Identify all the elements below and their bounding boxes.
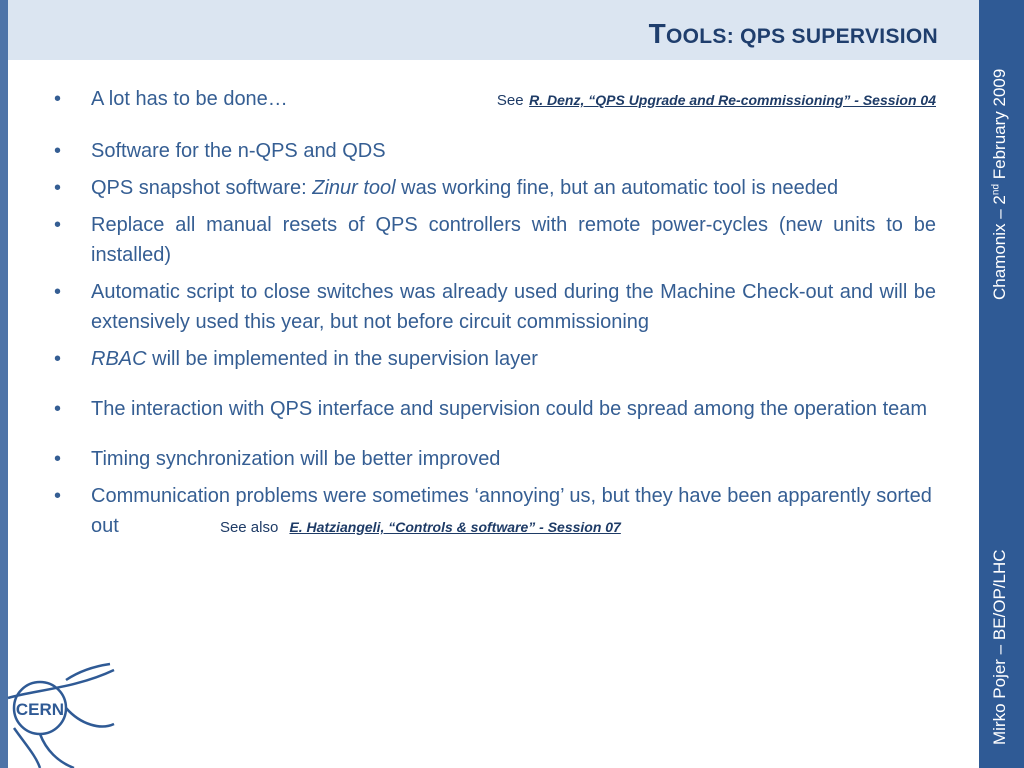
list-item: • The interaction with QPS interface and supervision could be spread among the operation team bbox=[50, 394, 936, 424]
bullet-icon: • bbox=[54, 88, 62, 110]
bullet-icon: • bbox=[54, 485, 62, 507]
list-item: • Communication problems were sometimes ‘annoying’ us, but they have been apparently sorted out See also E. Hatziangeli, “Controls & software” - Session 07 bbox=[50, 481, 936, 543]
list-item: • QPS snapshot software: Zinur tool was working fine, but an automatic tool is needed bbox=[50, 173, 936, 203]
bullet-icon: • bbox=[54, 140, 62, 162]
list-item: • RBAC will be implemented in the supervision layer bbox=[50, 344, 936, 374]
reference-link[interactable]: E. Hatziangeli, “Controls & software” - Session 07 bbox=[289, 519, 621, 535]
list-item: • Replace all manual resets of QPS controllers with remote power-cycles (new units to be installed) bbox=[50, 210, 936, 270]
bullet-icon: • bbox=[54, 448, 62, 470]
sidebar-author: Mirko Pojer – BE/OP/LHC bbox=[990, 549, 1009, 745]
bullet-icon: • bbox=[54, 348, 62, 370]
bullet-icon: • bbox=[54, 398, 62, 420]
bullet-icon: • bbox=[54, 214, 62, 236]
list-item: • Timing synchronization will be better improved bbox=[50, 444, 936, 474]
bullet-list bbox=[50, 84, 936, 550]
bullet-icon: • bbox=[54, 177, 62, 199]
list-item: • Software for the n-QPS and QDS bbox=[50, 136, 936, 166]
bullet-icon: • bbox=[54, 281, 62, 303]
list-item: • Automatic script to close switches was already used during the Machine Check-out and will be extensively used this year, but not before circuit commissioning bbox=[50, 277, 936, 337]
slide-title: TOOLS: QPS SUPERVISION bbox=[648, 18, 938, 49]
list-item: • A lot has to be done… See R. Denz, “QPS Upgrade and Re-commissioning” - Session 04 bbox=[50, 84, 936, 116]
cern-logo bbox=[6, 660, 118, 768]
logo-text: CERN bbox=[15, 700, 65, 719]
left-accent-bar bbox=[0, 0, 8, 768]
reference-link[interactable]: R. Denz, “QPS Upgrade and Re-commissioning” - Session 04 bbox=[529, 92, 936, 108]
sidebar-event-date: Chamonix – 2nd February 2009 bbox=[990, 68, 1009, 300]
